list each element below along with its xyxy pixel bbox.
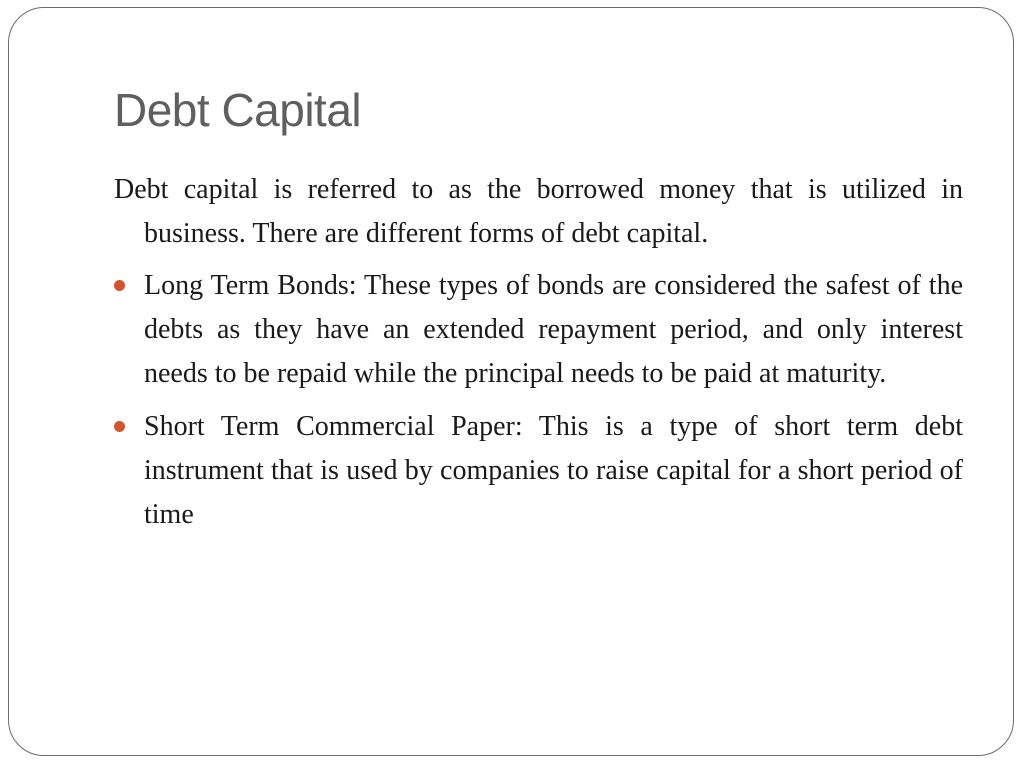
bullet-dot-icon xyxy=(114,280,125,291)
bullet-item-long-term-bonds xyxy=(114,264,963,396)
slide-title: Debt Capital xyxy=(114,84,362,136)
bullet-list xyxy=(114,264,963,537)
bullet-text: Short Term Commercial Paper: This is a type of short term debt instrument that is used by companies to raise capital for a short period of time xyxy=(144,411,963,530)
bullet-text: Long Term Bonds: These types of bonds are considered the safest of the debts as they have an extended repayment period, and only interest needs to be repaid while the principal needs to be paid at maturity. xyxy=(144,270,963,389)
bullet-dot-icon xyxy=(114,421,125,432)
bullet-item-commercial-paper xyxy=(114,405,963,537)
slide-body xyxy=(114,168,963,546)
intro-paragraph: Debt capital is referred to as the borrowed money that is utilized in business. There are different forms of debt capital. xyxy=(114,174,963,249)
